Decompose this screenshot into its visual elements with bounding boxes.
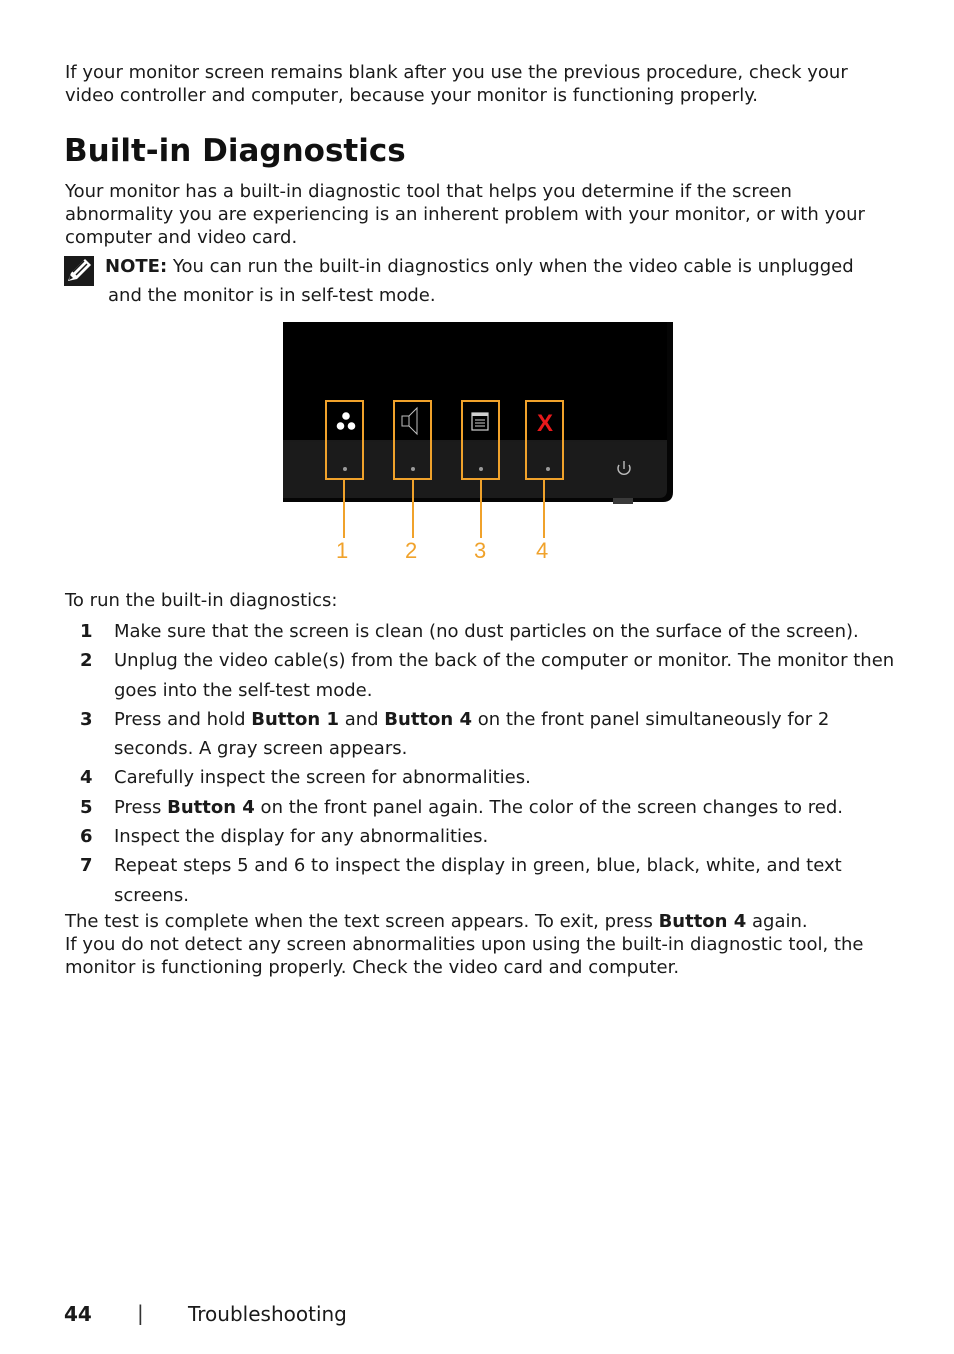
- button-1-led: [343, 467, 347, 471]
- step-2: 2 Unplug the video cable(s) from the back of the computer or monitor. The monitor then goes into the self-test mode.: [80, 646, 900, 705]
- note-text-1: You can run the built-in diagnostics only when the video cable is unplugged: [167, 256, 854, 277]
- steps-list: [80, 617, 900, 910]
- step-number: 6: [80, 826, 93, 848]
- footer-separator: |: [137, 1301, 144, 1325]
- button-panel: [283, 442, 667, 498]
- step-6: 6 Inspect the display for any abnormalities.: [80, 822, 900, 851]
- step-7: 7 Repeat steps 5 and 6 to inspect the display in green, blue, black, white, and text screens.: [80, 851, 900, 910]
- step-number: 7: [80, 855, 93, 877]
- description-paragraph: Your monitor has a built-in diagnostic tool that helps you determine if the screen abnormality you are experiencing is an inherent problem with your monitor, or with your computer and video card.: [65, 181, 865, 248]
- monitor-buttons-figure: [283, 322, 675, 567]
- section-heading: Built-in Diagnostics: [64, 133, 406, 169]
- intro-paragraph: If your monitor screen remains blank after you use the previous procedure, check your video controller and computer, because your monitor is functioning properly.: [65, 62, 848, 106]
- exit-x-icon: X: [536, 410, 554, 437]
- step-number: 1: [80, 621, 93, 642]
- page-number: 44: [64, 1302, 92, 1326]
- footer-section-title: Troubleshooting: [188, 1302, 347, 1326]
- callout-2: 2: [405, 538, 418, 563]
- outro-line-1: The test is complete when the text screen appears. To exit, press Button 4 again.: [65, 911, 808, 932]
- callout-4: 4: [536, 538, 549, 563]
- note-pencil-icon: [64, 256, 94, 286]
- step-4: 4 Carefully inspect the screen for abnormalities.: [80, 763, 900, 792]
- step-number: 5: [80, 796, 93, 818]
- step-3: 3 Press and hold Button 1 and Button 4 on the front panel simultaneously for 2 seconds. A gray screen appears.: [80, 705, 900, 764]
- button-4-led: [546, 467, 550, 471]
- step-number: 3: [80, 708, 93, 730]
- step-number: 2: [80, 650, 93, 672]
- note-line-2: and the monitor is in self-test mode.: [108, 285, 436, 306]
- stand-hint: [613, 498, 633, 504]
- note-line-1: [105, 255, 854, 278]
- step-5: 5 Press Button 4 on the front panel again. The color of the screen changes to red.: [80, 793, 900, 822]
- callout-3: 3: [474, 538, 487, 563]
- button-3-led: [479, 467, 483, 471]
- step-number: 4: [80, 767, 93, 789]
- callout-1: 1: [336, 538, 349, 563]
- outro: [65, 910, 905, 979]
- step-1: 1 Make sure that the screen is clean (no dust particles on the surface of the screen).: [80, 617, 900, 646]
- note-label: NOTE:: [105, 256, 168, 277]
- button-2-led: [411, 467, 415, 471]
- outro-line-2: If you do not detect any screen abnormalities upon using the built-in diagnostic tool, the monitor is functioning properly. Check the video card and computer.: [65, 934, 864, 978]
- run-intro: To run the built-in diagnostics:: [65, 590, 338, 611]
